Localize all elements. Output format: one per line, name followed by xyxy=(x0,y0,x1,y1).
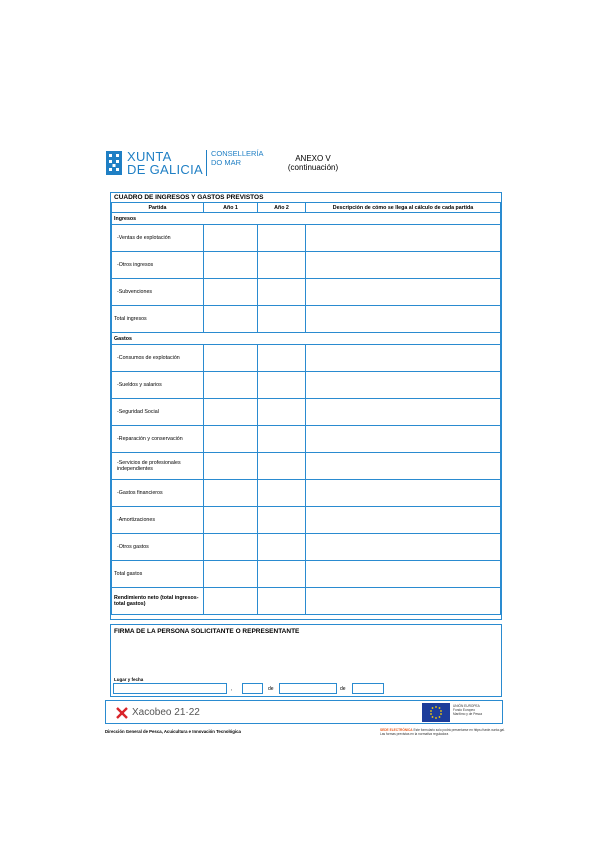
ano2-cell[interactable] xyxy=(258,279,306,306)
descripcion-cell[interactable] xyxy=(306,306,501,333)
table-row xyxy=(112,480,501,507)
xunta-wordmark: XUNTA DE GALICIA xyxy=(127,149,203,177)
ano2-cell[interactable] xyxy=(258,252,306,279)
ano1-cell[interactable] xyxy=(204,534,258,561)
row-label: -Amortizaciones xyxy=(112,507,204,534)
dia-field[interactable] xyxy=(242,683,263,694)
descripcion-cell[interactable] xyxy=(306,588,501,615)
row-label: -Sueldos y salarios xyxy=(112,372,204,399)
eu-flag-icon xyxy=(422,703,450,722)
table-row xyxy=(112,372,501,399)
row-label: -Otros gastos xyxy=(112,534,204,561)
descripcion-cell[interactable] xyxy=(306,561,501,588)
table-row xyxy=(112,225,501,252)
table-row xyxy=(112,534,501,561)
row-label: -Subvenciones xyxy=(112,279,204,306)
ano1-cell[interactable] xyxy=(204,225,258,252)
ingresos-heading: Ingresos xyxy=(112,213,501,225)
header-divider xyxy=(206,150,207,176)
descripcion-cell[interactable] xyxy=(306,453,501,480)
ano1-cell[interactable] xyxy=(204,345,258,372)
sede-text: Este formulario solo podrá presentarse en https://sede.xunta.gal. Las formas previstas en la normativa reguladora xyxy=(380,728,505,736)
gastos-heading-row xyxy=(112,333,501,345)
ano2-cell[interactable] xyxy=(258,480,306,507)
descripcion-cell[interactable] xyxy=(306,372,501,399)
logos-footer xyxy=(105,700,503,724)
ano1-cell[interactable] xyxy=(204,252,258,279)
comma-separator: , xyxy=(231,686,233,692)
anexo-title: ANEXO V (continuación) xyxy=(287,154,339,172)
descripcion-cell[interactable] xyxy=(306,399,501,426)
row-label: Rendimiento neto (total ingresos-total gastos) xyxy=(112,588,204,615)
table-row xyxy=(112,426,501,453)
xunta-shield-icon xyxy=(105,150,123,176)
ano2-cell[interactable] xyxy=(258,372,306,399)
firma-section xyxy=(110,624,502,697)
row-label: -Ventas de explotación xyxy=(112,225,204,252)
ano2-cell[interactable] xyxy=(258,534,306,561)
sede-electronica-mark: SEDE ELECTRÓNICA xyxy=(380,728,413,732)
ano1-cell[interactable] xyxy=(204,279,258,306)
ingresos-gastos-table xyxy=(111,202,501,615)
ano2-cell[interactable] xyxy=(258,507,306,534)
firma-title: FIRMA DE LA PERSONA SOLICITANTE O REPRESENTANTE xyxy=(114,628,300,635)
xacobeo-logo-icon xyxy=(115,706,129,720)
rendimiento-row xyxy=(112,588,501,615)
ano1-cell[interactable] xyxy=(204,480,258,507)
ano1-cell[interactable] xyxy=(204,588,258,615)
ano1-cell[interactable] xyxy=(204,306,258,333)
table-row xyxy=(112,399,501,426)
ano2-cell[interactable] xyxy=(258,399,306,426)
table-row xyxy=(112,279,501,306)
table-header-row xyxy=(112,203,501,213)
ingresos-gastos-section xyxy=(110,192,502,620)
descripcion-cell[interactable] xyxy=(306,426,501,453)
gastos-heading: Gastos xyxy=(112,333,501,345)
table-row xyxy=(112,252,501,279)
de-label: de xyxy=(340,686,346,692)
eu-text: UNIÓN EUROPEA Fondo Europeo Marítimo y de Pesca xyxy=(453,704,483,716)
descripcion-cell[interactable] xyxy=(306,534,501,561)
column-header-partida: Partida xyxy=(112,203,204,213)
total-ingresos-row xyxy=(112,306,501,333)
de-label: de xyxy=(268,686,274,692)
ano1-cell[interactable] xyxy=(204,507,258,534)
ano2-cell[interactable] xyxy=(258,561,306,588)
ano1-cell[interactable] xyxy=(204,372,258,399)
xunta-logo xyxy=(105,150,205,178)
row-label: -Seguridad Social xyxy=(112,399,204,426)
row-label: -Reparación y conservación xyxy=(112,426,204,453)
lugar-fecha-label: Lugar y fecha xyxy=(114,677,144,682)
direccion-general: Dirección General de Pesca, Acuicultura e Innovación Tecnológica xyxy=(105,729,241,734)
sede-electronica-note xyxy=(380,728,505,736)
descripcion-cell[interactable] xyxy=(306,480,501,507)
column-header-descripcion: Descripción de cómo se llega al cálculo de cada partida xyxy=(306,203,501,213)
ano1-cell[interactable] xyxy=(204,426,258,453)
ano2-cell[interactable] xyxy=(258,588,306,615)
lugar-field[interactable] xyxy=(113,683,227,694)
descripcion-cell[interactable] xyxy=(306,225,501,252)
ano2-cell[interactable] xyxy=(258,426,306,453)
mes-field[interactable] xyxy=(279,683,337,694)
descripcion-cell[interactable] xyxy=(306,252,501,279)
row-label: Total gastos xyxy=(112,561,204,588)
ano2-cell[interactable] xyxy=(258,306,306,333)
ano1-cell[interactable] xyxy=(204,453,258,480)
table-row xyxy=(112,345,501,372)
row-label: -Gastos financieros xyxy=(112,480,204,507)
ingresos-heading-row xyxy=(112,213,501,225)
ano2-cell[interactable] xyxy=(258,453,306,480)
descripcion-cell[interactable] xyxy=(306,279,501,306)
table-row xyxy=(112,507,501,534)
ano2-cell[interactable] xyxy=(258,225,306,252)
column-header-ano2: Año 2 xyxy=(258,203,306,213)
descripcion-cell[interactable] xyxy=(306,345,501,372)
row-label: -Servicios de profesionales independientes xyxy=(112,453,204,480)
ano1-cell[interactable] xyxy=(204,561,258,588)
xacobeo-wordmark: Xacobeo 21·22 xyxy=(132,707,200,718)
column-header-ano1: Año 1 xyxy=(204,203,258,213)
ano-field[interactable] xyxy=(352,683,384,694)
descripcion-cell[interactable] xyxy=(306,507,501,534)
total-gastos-row xyxy=(112,561,501,588)
row-label: -Consumos de explotación xyxy=(112,345,204,372)
header xyxy=(105,150,505,178)
ano1-cell[interactable] xyxy=(204,399,258,426)
row-label: Total ingresos xyxy=(112,306,204,333)
table-row xyxy=(112,453,501,480)
row-label: -Otros ingresos xyxy=(112,252,204,279)
section-title: CUADRO DE INGRESOS Y GASTOS PREVISTOS xyxy=(114,194,264,201)
ano2-cell[interactable] xyxy=(258,345,306,372)
conselleria-name: CONSELLERÍA DO MAR xyxy=(211,149,264,167)
